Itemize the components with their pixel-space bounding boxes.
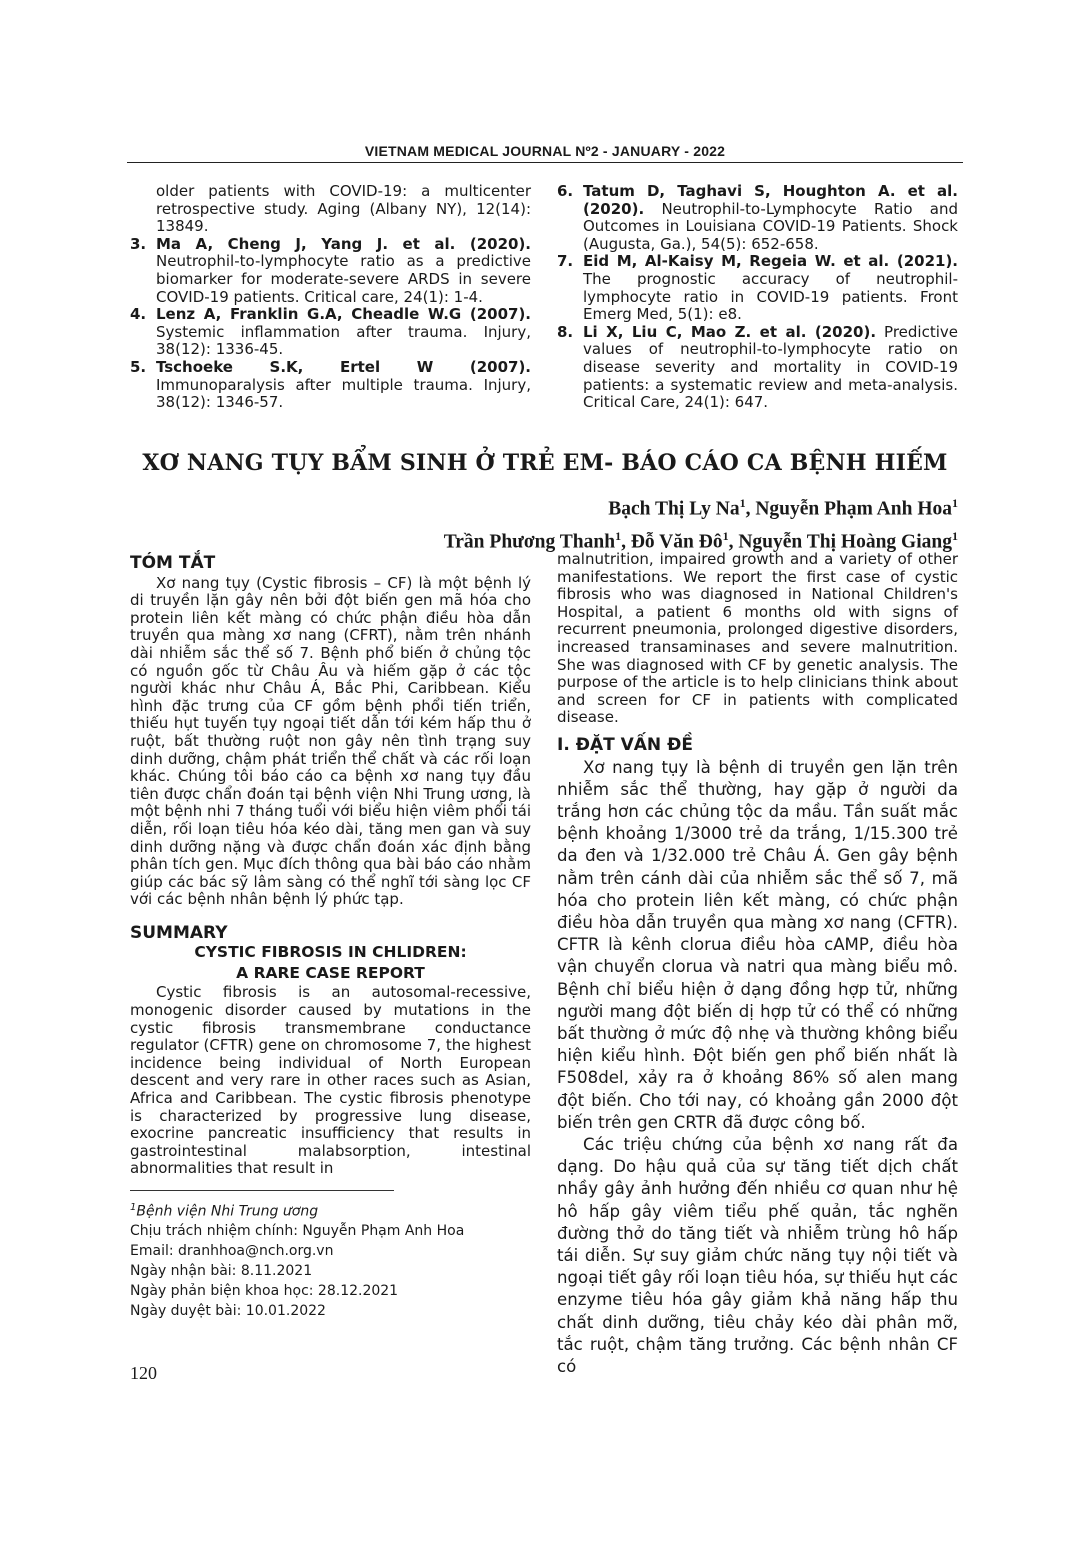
reference-item: [130, 359, 531, 412]
reference-continuation: older patients with COVID-19: a multicenter retrospective study. Aging (Albany NY), 12(14): 13849.: [156, 182, 531, 236]
reference-text: Predictive values of neutrophil-to-lymphocyte ratio on disease severity and mortality in COVID-19 patients: a systematic review and meta-analysis. Critical Care, 24(1): 647.: [583, 322, 958, 412]
reference-number: 7.: [557, 252, 574, 271]
reference-text: Immunoparalysis after multiple trauma. Injury, 38(12): 1346-57.: [156, 375, 531, 412]
reference-text: Neutrophil-to-Lymphocyte Ratio and Outcomes in Louisiana COVID-19 Patients. Shock (Augusta, Ga.), 54(5): 652-658.: [583, 199, 958, 253]
affiliation-mark: 1: [952, 496, 958, 510]
reference-item: [557, 324, 958, 412]
reference-authors: Tschoeke S.K, Ertel W (2007).: [156, 357, 531, 376]
footnote-rule: [130, 1190, 394, 1191]
author-line-2: Trần Phương Thanh$^1$, Đỗ Văn $Đô^1$, Nguyễn Thị Hoàng Giang$^1$: [443, 528, 958, 552]
header-rule: [127, 162, 963, 163]
reference-text: The prognostic accuracy of neutrophil-lymphocyte ratio in COVID-19 patients. Front Emerg Med, 5(1): e8.: [583, 269, 958, 324]
summary-heading: SUMMARY: [130, 922, 228, 943]
page-number: 120: [130, 1363, 157, 1383]
reference-authors: Eid M, Al-Kaisy M, Regeia W. et al. (2021).: [583, 252, 958, 271]
author-list: [444, 490, 958, 555]
section-heading: I. ĐẶT VẤN ĐỀ: [557, 734, 693, 755]
reference-text: Systemic inflammation after trauma. Injury, 38(12): 1336-45.: [156, 322, 531, 359]
footnote-reviewed: Ngày phản biện khoa học: 28.12.2021: [130, 1282, 399, 1299]
reference-number: 4.: [130, 305, 147, 324]
author-name: Nguyễn Thị Hoàng Giang: [738, 531, 952, 552]
abstract-left-column: [130, 555, 531, 1178]
reference-item: [130, 306, 531, 359]
affiliation-mark: 1: [952, 528, 958, 543]
affiliation-mark: 1: [722, 528, 729, 543]
affiliation-mark: 1: [130, 1202, 137, 1213]
footnote-email: Email: dranhhoa@nch.org.vn: [130, 1243, 334, 1260]
author-line-1: Bạch Thị Ly Na$^1$, Nguyễn Phạm Anh Hoa$^1$: [608, 496, 958, 520]
footnote-accepted: Ngày duyệt bài: 10.01.2022: [130, 1302, 326, 1319]
section-paragraph: Xơ nang tụy là bệnh di truyền gen lặn trên nhiễm sắc thể thường, hay gặp ở người da trắng hơn các chủng tộc da mầu. Tần suất mắc bệnh khoảng 1/3000 trẻ da trắng, 1/15.300 trẻ da đen và 1/32.000 trẻ Châu Á. Gen gây bệnh nằm trên cánh dài của nhiễm sắc thể số 7, mã hóa cho protein liên kết màng, có chức phận điều hòa dẫn truyền qua màng xơ nang (CFTR). CFTR là kênh clorua điều hòa cAMP, điều hòa vận chuyển clorua và natri qua màng biểu mô. Bệnh chỉ biểu hiện ở dạng đồng hợp tử, những người mang đột biến dị hợp tử có thể có những bất thường ở mức độ nhẹ và thường không biểu hiện kiểu hình. Đột biến gen phổ biến nhất là F508del, xảy ra ở khoảng 86% số alen mang đột biến. Cho tới nay, có khoảng gần 2000 đột biến trên gen CRTR đã được công bố.: [557, 757, 958, 1132]
summary-title-line-1: CYSTIC FIBROSIS IN CHLIDREN:: [194, 943, 467, 962]
summary-title-line-2: A RARE CASE REPORT: [236, 964, 425, 983]
reference-authors: Tatum D, Taghavi S, Houghton A. et al. (2020).: [583, 182, 958, 218]
reference-number: 8.: [557, 322, 574, 341]
affiliation-mark: 1: [615, 528, 622, 543]
author-name: Trần Phương Thanh: [443, 531, 616, 552]
affiliation-mark: 1: [739, 496, 746, 510]
tomtat-heading: TÓM TẮT: [130, 553, 216, 573]
reference-number: 3.: [130, 234, 147, 253]
author-name: Nguyễn Phạm Anh Hoa: [755, 498, 952, 520]
footnote-responsible: Chịu trách nhiệm chính: Nguyễn Phạm Anh Hoa: [130, 1223, 465, 1240]
reference-number: 6.: [557, 182, 574, 200]
footnote-affiliation: [130, 1198, 464, 1222]
tomtat-body: Xơ nang tụy (Cystic fibrosis – CF) là một bệnh lý di truyền lặn gây nên bởi đột biến gen mã hóa cho protein liên kết màng có chức phận điều hòa dẫn truyền qua màng xơ nang (CFRT), nằm trên nhánh dài nhiễm sắc thể số 7. Bệnh phổ biến ở chủng tộc có nguồn gốc từ Châu Âu và hiếm gặp ở các tộc người khác như Châu Á, Bắc Phi, Caribbean. Kiểu hình đặc trưng của CF gồm bệnh phổi tiến triển, thiếu hụt tuyến tụy ngoại tiết dẫn tới kém hấp thu ở ruột, bất thường ruột non gây nên tình trạng suy dinh dưỡng, chậm phát triển thể chất và các rối loạn khác. Chúng tôi báo cáo ca bệnh xơ nang tụy đầu tiên được chẩn đoán tại bệnh viện Nhi Trung ương, là một bệnh nhi 7 tháng tuổi với biểu hiện viêm phổi tái diễn, rối loạn tiêu hóa kéo dài, tăng men gan và suy dinh dưỡng nặng và được chẩn đoán xác định bằng phân tích gen. Mục đích thông qua bài báo cáo nhằm giúp các bác sỹ lâm sàng có thể nghĩ tới sàng lọc CF với các bệnh nhân bệnh lý phức tạp.: [130, 573, 531, 909]
reference-authors: Ma A, Cheng J, Yang J. et al. (2020).: [156, 234, 531, 253]
journal-header: VIETNAM MEDICAL JOURNAL Nº2 - JANUARY - 2022: [364, 143, 726, 159]
reference-item: [130, 236, 531, 306]
author-name: Đỗ Văn Đô: [630, 531, 723, 552]
references-right: [557, 183, 958, 412]
affiliation-name: Bệnh viện Nhi Trung ương: [136, 1203, 319, 1220]
summary-body-continued: malnutrition, impaired growth and a variety of other manifestations. We report the first case of cystic fibrosis who was diagnosed in National Children's Hospital, a patient 6 months old with signs of recurrent pneumonia, prolonged digestive disorders, increased transaminases and severe malnutrition. She was diagnosed with CF by genetic analysis. The purpose of the article is to help clinicians think about and screen for CF in patients with complicated disease.: [557, 550, 958, 727]
reference-authors: Lenz A, Franklin G.A, Cheadle W.G (2007).: [156, 305, 531, 324]
reference-item: [557, 183, 958, 253]
reference-authors: Li X, Liu C, Mao Z. et al. (2020).: [583, 322, 877, 341]
footnote: [130, 1198, 464, 1321]
footnote-received: Ngày nhận bài: 8.11.2021: [130, 1263, 313, 1280]
article-title: XƠ NANG TỤY BẨM SINH Ở TRẺ EM- BÁO CÁO CA BỆNH HIẾM: [142, 450, 948, 476]
author-name: Bạch Thị Ly Na: [608, 498, 740, 520]
summary-body: Cystic fibrosis is an autosomal-recessive, monogenic disorder caused by mutations in the cystic fibrosis transmembrane conductance regulator (CFTR) gene on chromosome 7, the highest incidence being individual of North European descent and very rare in other races such as Asian, Africa and Caribbean. The cystic fibrosis phenotype is characterized by progressive lung disease, exocrine pancreatic insufficiency that results in gastrointestinal malabsorption, intestinal abnormalities that result in: [130, 983, 531, 1178]
reference-number: 5.: [130, 357, 147, 376]
reference-text: Neutrophil-to-lymphocyte ratio as a predictive biomarker for moderate-severe ARDS in severe COVID-19 patients. Critical care, 24(1): 1-4.: [156, 252, 531, 306]
abstract-right-column: [557, 551, 958, 1378]
references-left: [130, 183, 531, 412]
reference-item: [557, 253, 958, 323]
section-paragraph: Các triệu chứng của bệnh xơ nang rất đa dạng. Do hậu quả của sự tăng tiết dịch chất nhầy gây ảnh hưởng đến nhiều cơ quan như hệ hô hấp gây viêm tiểu phế quản, tắc nghẽn đường thở do tăng tiết và nhiễm trùng hô hấp tái diễn. Sự suy giảm chức năng tụy nội tiết và ngoại tiết gây rối loạn tiêu hóa, sự thiếu hụt các enzyme tiêu hóa gây giảm khả năng hấp thu chất dinh dưỡng, tiêu chảy kéo dài phân mỡ, tắc ruột, chậm tăng trưởng. Các bệnh nhân CF có: [557, 1134, 958, 1377]
